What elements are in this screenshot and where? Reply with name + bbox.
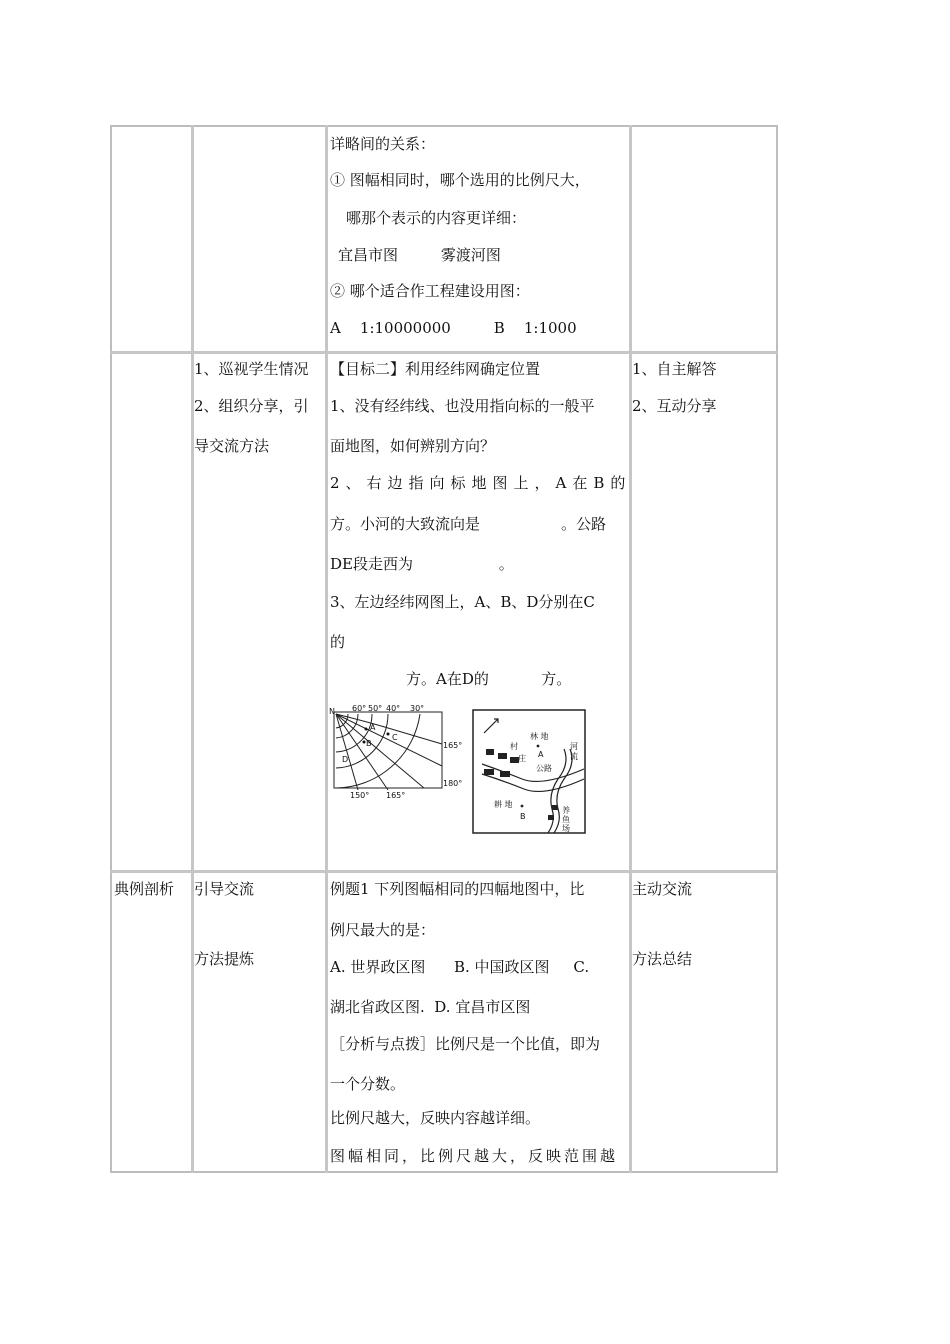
content-line: 面地图，如何辨别方向？ (330, 437, 496, 455)
content-line: 方。A在D的 方。 (406, 670, 572, 688)
point-label: C (392, 733, 398, 742)
student-activity-line: 1、自主解答 (632, 360, 717, 378)
content-line: 的 (330, 633, 346, 651)
farmland-label: 耕 地 (494, 800, 513, 809)
content-line: ① 图幅相同时，哪个选用的比例尺大， (330, 171, 590, 189)
point-label: A (538, 750, 544, 759)
latitude-label: 50° (368, 704, 383, 713)
content-line: ② 哪个适合作工程建设用图： (330, 282, 530, 300)
road-label: 公路 (536, 764, 552, 773)
content-line: ［分析与点拨］比例尺是一个比值，即为 (330, 1035, 601, 1053)
column-divider (191, 125, 194, 1173)
point-label: B (520, 812, 526, 821)
content-line: 【目标二】利用经纬网确定位置 (330, 360, 541, 378)
village-label: 村 (510, 742, 518, 751)
latitude-longitude-grid-map (328, 704, 463, 799)
content-line: 哪那个表示的内容更详细： (346, 209, 527, 227)
teacher-activity-line: 2、组织分享，引 (194, 397, 309, 415)
longitude-label: 165° (386, 791, 406, 799)
latitude-label: 60° (352, 704, 367, 713)
teacher-activity-line: 方法提炼 (194, 950, 255, 968)
point-label: B (366, 739, 372, 748)
content-line: 一个分数。 (330, 1075, 406, 1093)
longitude-label: 180° (443, 779, 463, 788)
river-label: 河 (570, 742, 578, 751)
direction-indicator-map (472, 709, 587, 835)
longitude-label: 165° (443, 741, 463, 750)
content-line: 湖北省政区图. D. 宜昌市区图 (330, 998, 531, 1016)
fish-pond-label: 场 (562, 824, 570, 833)
teacher-activity-line: 引导交流 (194, 880, 255, 898)
content-line: 宜昌市图 雾渡河图 (338, 246, 501, 264)
latitude-label: 40° (386, 704, 401, 713)
content-line: 例题1 下列图幅相同的四幅地图中，比 (330, 880, 585, 898)
column-divider (325, 125, 328, 1173)
content-line: 2、右边指向标地图上，A在B的 (330, 474, 632, 492)
content-line: 3、左边经纬网图上，A、B、D分别在C (330, 593, 595, 611)
content-line: A. 世界政区图 B. 中国政区图 C. (330, 958, 590, 976)
content-line: DE段走西为 。 (330, 555, 514, 573)
north-label: N (329, 707, 335, 716)
stage-label: 典例剖析 (114, 880, 175, 898)
content-line: 比例尺越大，反映内容越详细。 (330, 1109, 541, 1127)
latitude-label: 30° (410, 704, 425, 713)
river-label: 流 (570, 752, 578, 761)
content-line: 方。小河的大致流向是 。公路 (330, 515, 607, 533)
row-divider (110, 351, 778, 354)
student-activity-line: 方法总结 (632, 950, 693, 968)
teacher-activity-line: 1、巡视学生情况 (194, 360, 309, 378)
village-label: 庄 (518, 754, 526, 763)
row-divider (110, 870, 778, 873)
longitude-label: 150° (350, 791, 370, 799)
content-line: 1、没有经纬线、也没用指向标的一般平 (330, 397, 595, 415)
fish-pond-label: 鱼 (562, 815, 570, 824)
forest-label: 林 地 (530, 732, 549, 741)
content-line: 详略间的关系： (330, 135, 436, 153)
teacher-activity-line: 导交流方法 (194, 437, 270, 455)
point-label: D (342, 755, 349, 764)
student-activity-line: 主动交流 (632, 880, 693, 898)
column-divider (629, 125, 632, 1173)
content-line: 例尺最大的是： (330, 921, 436, 939)
student-activity-line: 2、互动分享 (632, 397, 717, 415)
point-label: A (370, 723, 376, 732)
content-line: A 1:10000000 B 1:1000 (330, 319, 577, 337)
fish-pond-label: 养 (562, 806, 570, 815)
content-line: 图幅相同，比例尺越大，反映范围越 (330, 1147, 619, 1165)
